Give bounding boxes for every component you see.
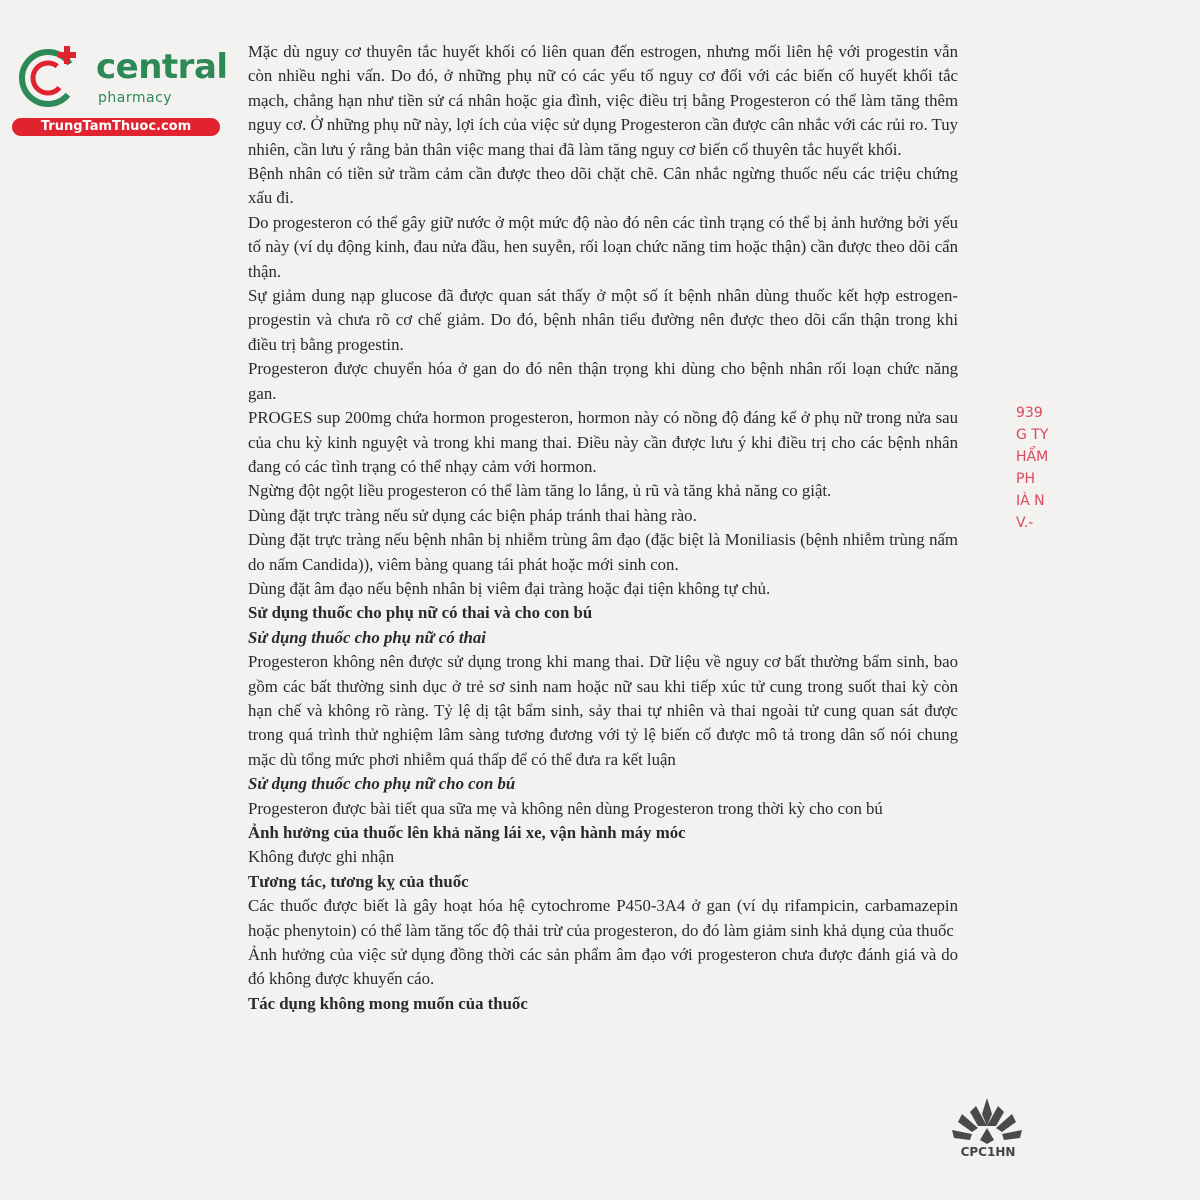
section-heading: Tác dụng không mong muốn của thuốc [248,993,528,1013]
stamp-line: HẨM [1016,449,1049,465]
subsection-heading: Sử dụng thuốc cho phụ nữ có thai [248,627,486,647]
paragraph: Dùng đặt trực tràng nếu bệnh nhân bị nhiễm trùng âm đạo (đặc biệt là Moniliasis (bệnh nhiễm trùng nấm do nấm Candida)), viêm bàng quang tái phát hoặc mới sinh con. [248,530,958,574]
paragraph: Dùng đặt âm đạo nếu bệnh nhân bị viêm đại tràng hoặc đại tiện không tự chủ. [248,578,771,598]
paragraph: Progesteron được bài tiết qua sữa mẹ và không nên dùng Progesteron trong thời kỳ cho con bú [248,798,883,818]
section-heading: Tương tác, tương kỵ của thuốc [248,871,469,891]
paragraph: Dùng đặt trực tràng nếu sử dụng các biện pháp tránh thai hàng rào. [248,505,697,525]
subsection-heading: Sử dụng thuốc cho phụ nữ cho con bú [248,774,516,794]
central-pharmacy-logo [10,38,228,138]
paragraph: Mặc dù nguy cơ thuyên tắc huyết khối có liên quan đến estrogen, nhưng mối liên hệ với progestin vẫn còn nhiều nghi vấn. Do đó, ở những phụ nữ có các yếu tố nguy cơ đối với các biến cố huyết khối tắc mạch, chẳng hạn như tiền sử cá nhân hoặc gia đình, việc điều trị bằng Progesteron có thể làm tăng thêm nguy cơ. Ở những phụ nữ này, lợi ích của việc sử dụng Progesteron cần được cân nhắc với các rủi ro. Tuy nhiên, cần lưu ý rằng bản thân việc mang thai đã làm tăng nguy cơ biến cố thuyên tắc huyết khối. [248,42,958,159]
section-heading: Sử dụng thuốc cho phụ nữ có thai và cho con bú [248,603,593,623]
red-stamp [1016,402,1056,572]
document-body [248,40,958,1016]
logo-subtitle: pharmacy [98,90,173,106]
cpc1hn-logo-text: CPC1HN [960,1145,1016,1159]
stamp-line: G TY [1016,427,1049,443]
logo-name: central [96,47,228,87]
paragraph: PROGES sup 200mg chứa hormon progesteron, hormon này có nồng độ đáng kể ở phụ nữ trong nửa sau của chu kỳ kinh nguyệt và trong khi mang thai. Điều này cần được lưu ý khi điều trị cho các bệnh nhân đang có các tình trạng có thể nhạy cảm với hormon. [248,408,958,476]
logo-banner: TrungTamThuoc.com [12,118,220,136]
pharmacy-cross-logo-icon [14,40,86,112]
paragraph: Do progesteron có thể gây giữ nước ở một mức độ nào đó nên các tình trạng có thể bị ảnh hưởng bởi yếu tố này (ví dụ động kinh, đau nửa đầu, hen suyễn, rối loạn chức năng tim hoặc thận) cần được theo dõi cẩn thận. [248,212,958,281]
paragraph: Các thuốc được biết là gây hoạt hóa hệ cytochrome P450-3A4 ở gan (ví dụ rifampicin, carbamazepin hoặc phenytoin) có thể làm tăng tốc độ thải trừ của progesteron, do đó làm giảm sinh khả dụng của thuốc [248,896,958,940]
paragraph: Không được ghi nhận [248,847,395,867]
section-heading: Ảnh hưởng của thuốc lên khả năng lái xe, vận hành máy móc [248,823,686,842]
paragraph: Bệnh nhân có tiền sử trầm cảm cần được theo dõi chặt chẽ. Cân nhắc ngừng thuốc nếu các triệu chứng xấu đi. [248,164,958,208]
stamp-line: 939 [1016,405,1043,421]
stamp-line: IÀ N [1016,493,1045,509]
stamp-line: PH [1016,471,1035,487]
paragraph: Ngừng đột ngột liều progesteron có thể làm tăng lo lắng, ủ rũ và tăng khả năng co giật. [248,481,832,501]
paragraph: Progesteron được chuyển hóa ở gan do đó nên thận trọng khi dùng cho bệnh nhân rối loạn chức năng gan. [248,359,958,403]
paragraph: Sự giảm dung nạp glucose đã được quan sát thấy ở một số ít bệnh nhân dùng thuốc kết hợp estrogen-progestin và chưa rõ cơ chế giảm. Do đó, bệnh nhân tiểu đường nên được theo dõi cẩn thận trong khi điều trị bằng progestin. [248,286,958,354]
paragraph: Progesteron không nên được sử dụng trong khi mang thai. Dữ liệu về nguy cơ bất thường bẩm sinh, bao gồm các bất thường sinh dục ở trẻ sơ sinh nam hoặc nữ sau khi tiếp xúc tử cung trong suốt thai kỳ còn hạn chế và không rõ ràng. Tỷ lệ dị tật bẩm sinh, sảy thai tự nhiên và thai ngoài tử cung quan sát được trong quá trình thử nghiệm lâm sàng tương đương với tỷ lệ biến cố được mô tả trong dân số nói chung mặc dù tổng mức phơi nhiễm quá thấp để có thể đưa ra kết luận [248,652,958,769]
paragraph: Ảnh hưởng của việc sử dụng đồng thời các sản phẩm âm đạo với progesteron chưa được đánh giá và do đó không được khuyến cáo. [248,945,958,989]
stamp-line: V.- [1016,515,1034,531]
